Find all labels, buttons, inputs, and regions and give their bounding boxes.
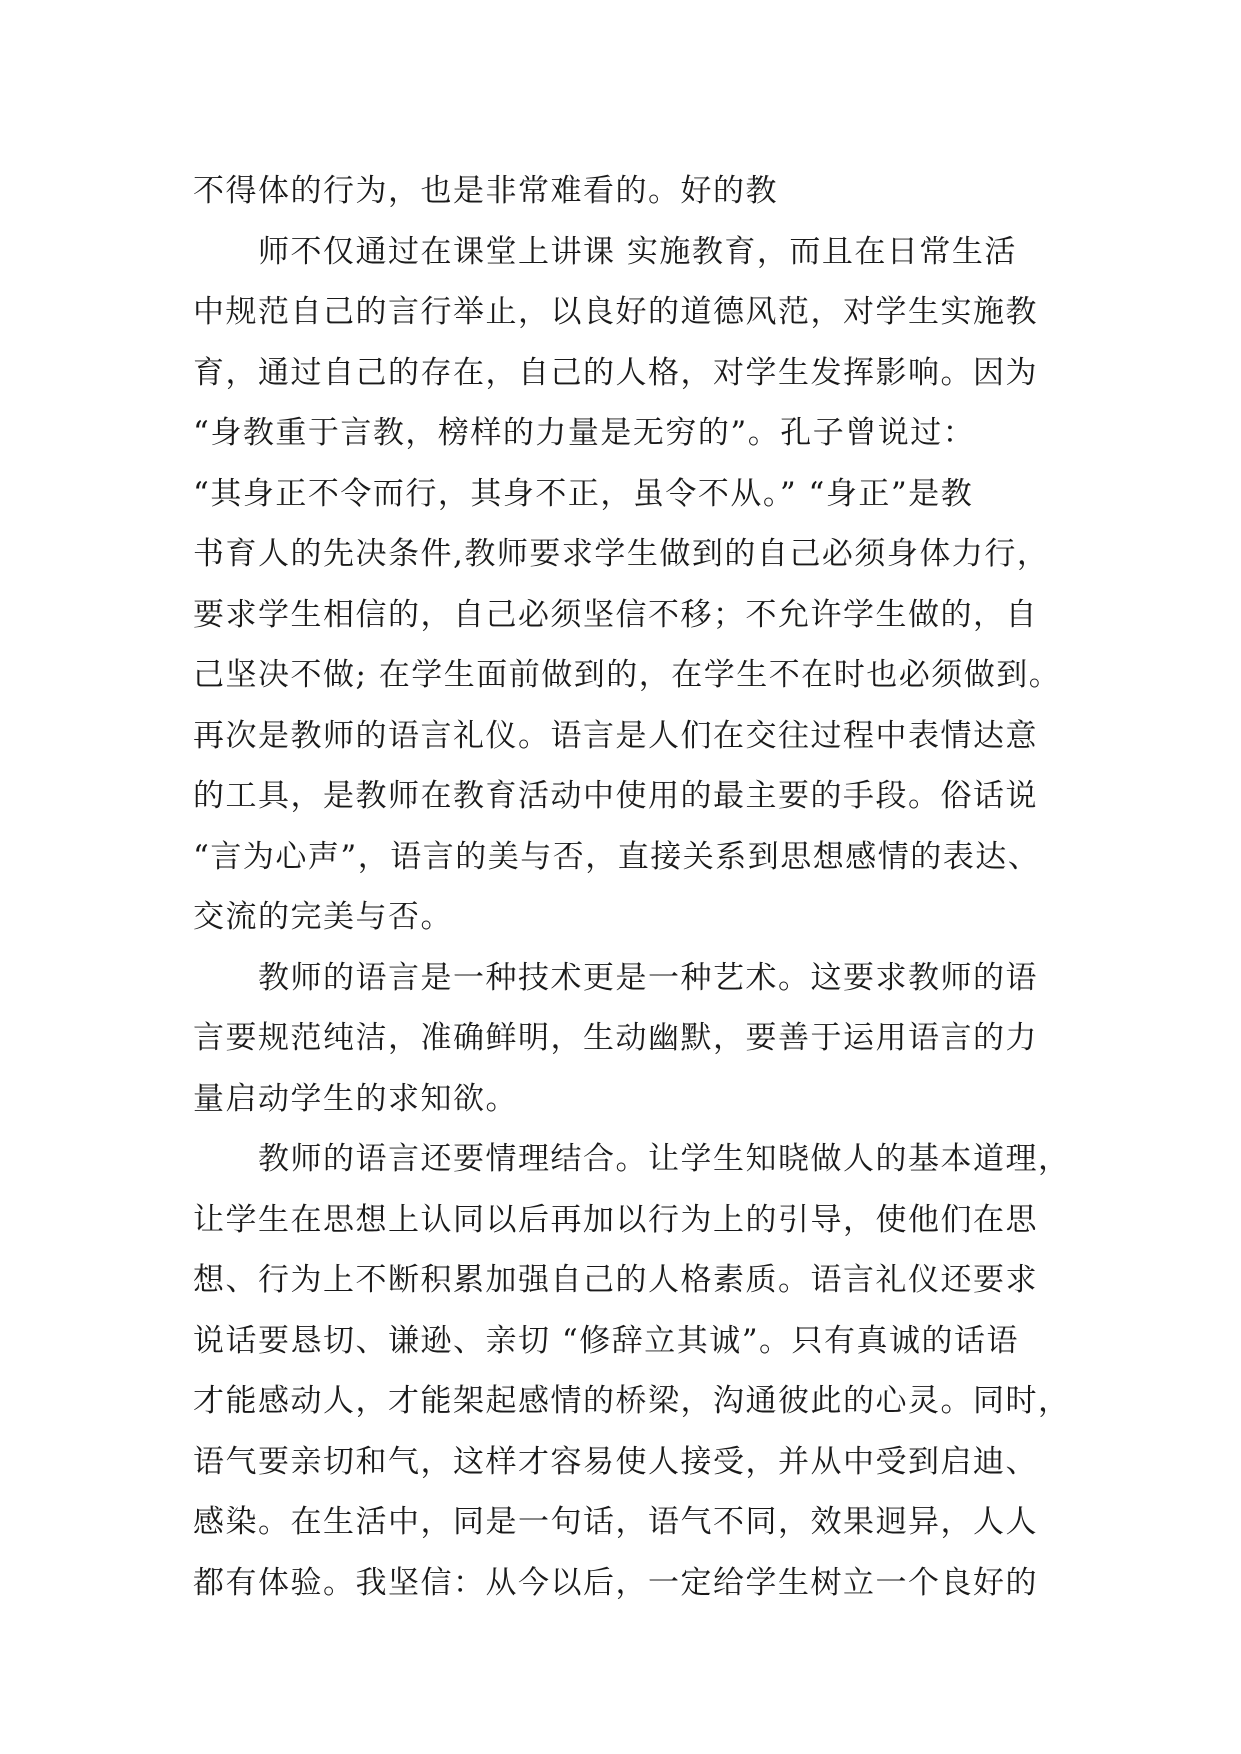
text-line: 言要规范纯洁，准确鲜明，生动幽默，要善于运用语言的力 <box>193 1020 1038 1056</box>
text-line: 要求学生相信的，自己必须坚信不移；不允许学生做的，自 <box>193 596 1038 633</box>
text-line: 说话要恳切、谦逊、亲切 “修辞立其诚”。只有真诚的话语 <box>193 1322 1020 1359</box>
text-line: 语气要亲切和气，这样才容易使人接受，并从中受到启迪、 <box>193 1443 1038 1480</box>
text-line: 己坚决不做; 在学生面前做到的，在学生不在时也必须做到。 <box>193 657 1062 693</box>
text-line: 中规范自己的言行举止，以良好的道德风范，对学生实施教 <box>193 294 1038 330</box>
text-line: 让学生在思想上认同以后再加以行为上的引导，使他们在思 <box>193 1201 1038 1238</box>
text-line: 量启动学生的求知欲。 <box>193 1080 518 1117</box>
text-line: 育，通过自己的存在，自己的人格，对学生发挥影响。因为 <box>193 354 1038 391</box>
text-line: 教师的语言是一种技术更是一种艺术。这要求教师的语 <box>193 959 1038 996</box>
text-line: 交流的完美与否。 <box>193 899 453 935</box>
text-line: “言为心声”，语言的美与否，直接关系到思想感情的表达、 <box>193 838 1041 875</box>
text-line: 书育人的先决条件,教师要求学生做到的自己必须身体力行， <box>193 536 1050 572</box>
text-line: “其身正不令而行，其身不正，虽令不从。” “身正”是教 <box>193 475 974 512</box>
text-line: 都有体验。我坚信：从今以后，一定给学生树立一个良好的 <box>193 1564 1038 1601</box>
text-line: 师不仅通过在课堂上讲课 实施教育，而且在日常生活 <box>193 233 1017 270</box>
text-line: “身教重于言教，榜样的力量是无穷的”。孔子曾说过： <box>193 415 976 451</box>
body-text <box>193 161 1073 1613</box>
text-line: 教师的语言还要情理结合。让学生知晓做人的基本道理， <box>193 1141 1071 1177</box>
text-line: 想、行为上不断积累加强自己的人格素质。语言礼仪还要求 <box>193 1262 1038 1298</box>
text-line: 不得体的行为，也是非常难看的。好的教 <box>193 173 778 209</box>
text-line: 再次是教师的语言礼仪。语言是人们在交往过程中表情达意 <box>193 717 1038 754</box>
text-line: 的工具，是教师在教育活动中使用的最主要的手段。俗话说 <box>193 778 1038 814</box>
text-line: 感染。在生活中，同是一句话，语气不同，效果迥异，人人 <box>193 1504 1038 1540</box>
text-line: 才能感动人，才能架起感情的桥梁，沟通彼此的心灵。同时， <box>193 1383 1071 1419</box>
